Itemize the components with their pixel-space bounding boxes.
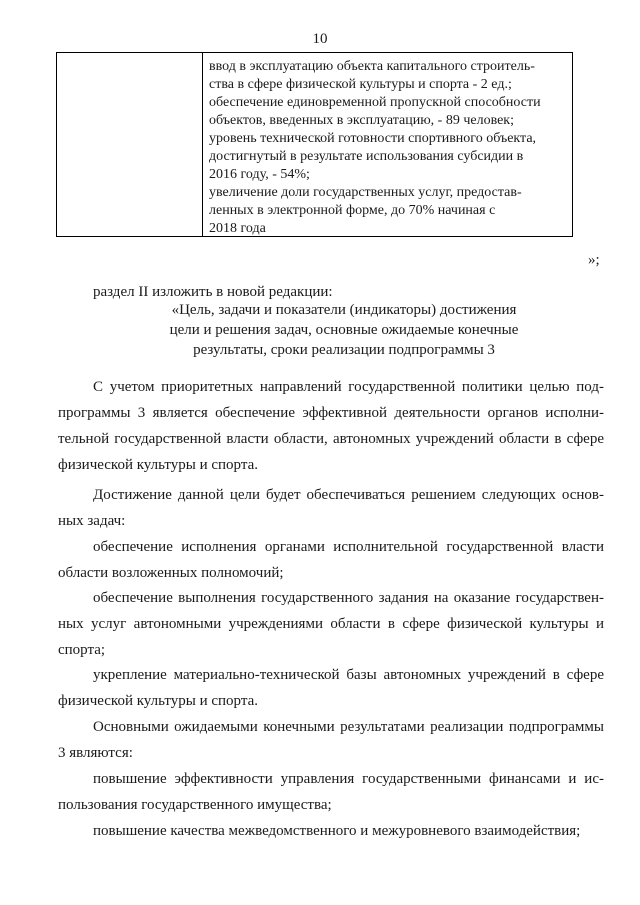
paragraph-line: области возложенных полномочий; (58, 565, 284, 581)
paragraph-line: физической культуры и спорта. (58, 457, 259, 473)
paragraph-line: обеспечение исполнения органами исполнительной государственной власти (93, 539, 604, 555)
table-cell-line: увеличение доли государственных услуг, предостав- (209, 185, 522, 200)
table-left-cell (57, 53, 203, 236)
indicators-table-fragment (56, 52, 573, 237)
paragraph-result-2 (58, 818, 604, 844)
table-cell-line: объектов, введенных в эксплуатацию, - 89 человек; (209, 113, 514, 128)
table-cell-line: обеспечение единовременной пропускной способности (209, 95, 541, 110)
paragraph-line: пользования государственного имущества; (58, 797, 332, 813)
paragraph-result-1 (58, 766, 604, 818)
paragraph-tasks-intro (58, 482, 604, 534)
table-cell-line: уровень технической готовности спортивного объекта, (209, 131, 537, 146)
table-cell-line: достигнутый в результате использования субсидии в (209, 149, 524, 164)
page-number: 10 (312, 31, 328, 47)
table-cell-line: ленных в электронной форме, до 70% начиная с (209, 203, 496, 218)
paragraph-line: повышение эффективности управления государственными финансами и ис- (93, 771, 604, 787)
paragraph-line: обеспечение выполнения государственного задания на оказание государствен- (93, 590, 604, 606)
table-cell-line: 2016 году, - 54%; (209, 167, 310, 182)
heading-line: цели и решения задач, основные ожидаемые конечные (169, 322, 519, 338)
heading-line: «Цель, задачи и показатели (индикаторы) достижения (171, 302, 517, 318)
paragraph-task-2 (58, 585, 604, 663)
table-cell-line: ства в сфере физической культуры и спорта - 2 ед.; (209, 77, 512, 92)
paragraph-line: тельной государственной власти области, автономных учреждений области в сфере (58, 431, 604, 447)
paragraph-results-intro (58, 714, 604, 766)
table-cell-line: 2018 года (209, 221, 266, 236)
paragraph-line: повышение качества межведомственного и межуровневого взаимодействия; (93, 823, 581, 839)
paragraph-line: ных услуг автономными учреждениями области в сфере физической культуры и (58, 616, 604, 632)
paragraph-line: 3 являются: (58, 745, 133, 761)
paragraph-line: физической культуры и спорта. (58, 693, 259, 709)
paragraph-goal (58, 374, 604, 478)
paragraph-task-3 (58, 662, 604, 714)
table-right-cell (203, 53, 572, 236)
paragraph-line: Достижение данной цели будет обеспечиваться решением следующих основ- (93, 487, 604, 503)
paragraph-line: спорта; (58, 642, 106, 658)
paragraph-line: Основными ожидаемыми конечными результатами реализации подпрограммы (93, 719, 604, 735)
heading-line: результаты, сроки реализации подпрограммы 3 (193, 342, 495, 358)
section-heading (0, 300, 640, 360)
paragraph-line: укрепление материально-технической базы автономных учреждений в сфере (93, 667, 604, 683)
closing-quote: »; (588, 252, 600, 268)
paragraph-line: ных задач: (58, 513, 126, 529)
paragraph-line: С учетом приоритетных направлений государственной политики целью под- (93, 379, 604, 395)
paragraph-task-1 (58, 534, 604, 586)
table-cell-line: ввод в эксплуатацию объекта капитального строитель- (209, 59, 535, 74)
amendment-intro: раздел II изложить в новой редакции: (93, 284, 333, 300)
paragraph-line: программы 3 является обеспечение эффективной деятельности органов исполни- (58, 405, 604, 421)
